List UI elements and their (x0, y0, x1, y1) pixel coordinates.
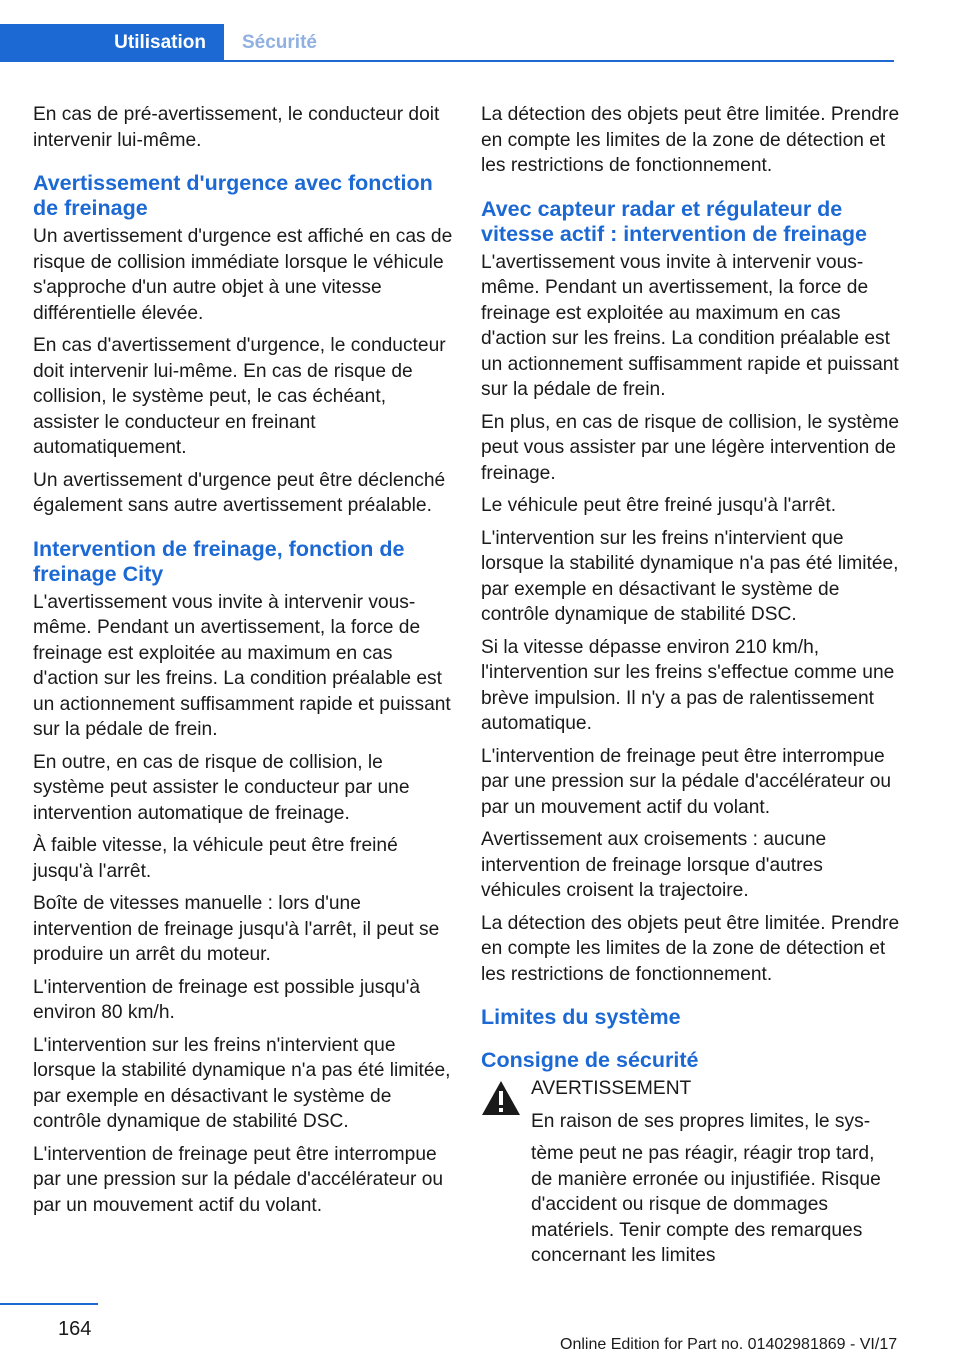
edition-note: Online Edition for Part no. 01402981869 - VI/17 (560, 1336, 898, 1353)
page-number: 164 (58, 1318, 92, 1340)
paragraph: Si la vitesse dépasse environ 210 km/h, l'intervention sur les freins s'effectue comme une brève impulsion. Il n'y a pas de ralentissement automatique. (481, 636, 895, 734)
paragraph: L'avertissement vous invite à intervenir vous-même. Pendant un avertissement, la force de freinage est exploitée au maximum en cas d'action sur les freins. La condition préalable est un actionnement suffisamment rapide et puissant sur la pédale de frein. (481, 251, 899, 400)
paragraph: L'intervention sur les freins n'intervient que lorsque la stabilité dynamique n'a pas été limitée, par exemple en désactivant le système de contrôle dynamique de stabilité DSC. (33, 1034, 451, 1132)
paragraph: En cas d'avertissement d'urgence, le conducteur doit intervenir lui-même. En cas de risque de collision, le système peut, le cas échéant, assister le conducteur en freinant automatiquement. (33, 335, 446, 458)
tab-securite[interactable]: Sécurité (224, 24, 894, 62)
paragraph: Un avertissement d'urgence est affiché en cas de risque de collision immédiate lorsque le véhicule s'approche d'un autre objet à une vitesse différentielle élevée. (33, 226, 453, 324)
paragraph: En cas de pré-avertissement, le conducteur doit intervenir lui-même. (33, 104, 440, 151)
paragraph: En plus, en cas de risque de collision, le système peut vous assister par une légère intervention de freinage. (481, 411, 900, 484)
paragraph: La détection des objets peut être limitée. Prendre en compte les limites de la zone de détection et les restrictions de fonctionnement. (481, 912, 900, 985)
warning-block (481, 1076, 901, 1269)
paragraph: Le véhicule peut être freiné jusqu'à l'arrêt. (481, 495, 837, 516)
warning-triangle-icon (481, 1080, 521, 1116)
section-heading: Avec capteur radar et régulateur de vitesse actif : intervention de freinage (481, 196, 867, 246)
paragraph: L'intervention de freinage peut être interrompue par une pression sur la pédale d'accélérateur ou par un mouvement actif du volant. (33, 1143, 444, 1216)
paragraph: L'avertissement vous invite à intervenir vous-même. Pendant un avertissement, la force de freinage est exploitée au maximum en cas d'action sur les freins. La condition préalable est un actionnement suffisamment rapide et puissant sur la pédale de frein. (33, 591, 451, 740)
header-tabbar (0, 24, 894, 62)
tab-underline (224, 60, 894, 62)
paragraph: En outre, en cas de risque de collision, le système peut assister le conducteur par une intervention automatique de freinage. (33, 751, 410, 824)
section-heading: Intervention de freinage, fonction de freinage City (33, 536, 405, 586)
section-heading: Limites du système (481, 1005, 681, 1029)
paragraph: L'intervention de freinage est possible jusqu'à environ 80 km/h. (33, 976, 421, 1023)
paragraph: L'intervention sur les freins n'intervient que lorsque la stabilité dynamique n'a pas été limitée, par exemple en désactivant le système de contrôle dynamique de stabilité DSC. (481, 527, 899, 625)
paragraph: Avertissement aux croisements : aucune intervention de freinage lorsque d'autres véhicules croisent la trajectoire. (481, 829, 827, 901)
left-column (33, 102, 453, 1225)
tab-utilisation[interactable]: Utilisation (0, 24, 224, 62)
paragraph: L'intervention de freinage peut être interrompue par une pression sur la pédale d'accélérateur ou par un mouvement actif du volant. (481, 745, 892, 818)
warning-title: AVERTISSEMENT (531, 1078, 692, 1099)
section-heading: Avertissement d'urgence avec fonction de freinage (33, 171, 433, 220)
paragraph: À faible vitesse, la véhicule peut être freiné jusqu'à l'arrêt. (33, 835, 398, 882)
right-column (481, 102, 901, 1276)
section-heading: Consigne de sécurité (481, 1048, 699, 1072)
footer-rule (0, 1303, 98, 1305)
warning-text: tème peut ne pas réagir, réagir trop tard, de manière erronée ou injustifiée. Risque d'accident ou risque de dommages matériels. Tenir compte des remarques concernant les limites (531, 1143, 881, 1266)
paragraph: La détection des objets peut être limitée. Prendre en compte les limites de la zone de détection et les restrictions de fonctionnement. (481, 104, 900, 176)
warning-text: En raison de ses propres limites, le sys- (531, 1110, 871, 1132)
paragraph: Boîte de vitesses manuelle : lors d'une intervention de freinage jusqu'à l'arrêt, il peut se produire un arrêt du moteur. (33, 893, 440, 965)
paragraph: Un avertissement d'urgence peut être déclenché également sans autre avertissement préalable. (33, 469, 446, 516)
